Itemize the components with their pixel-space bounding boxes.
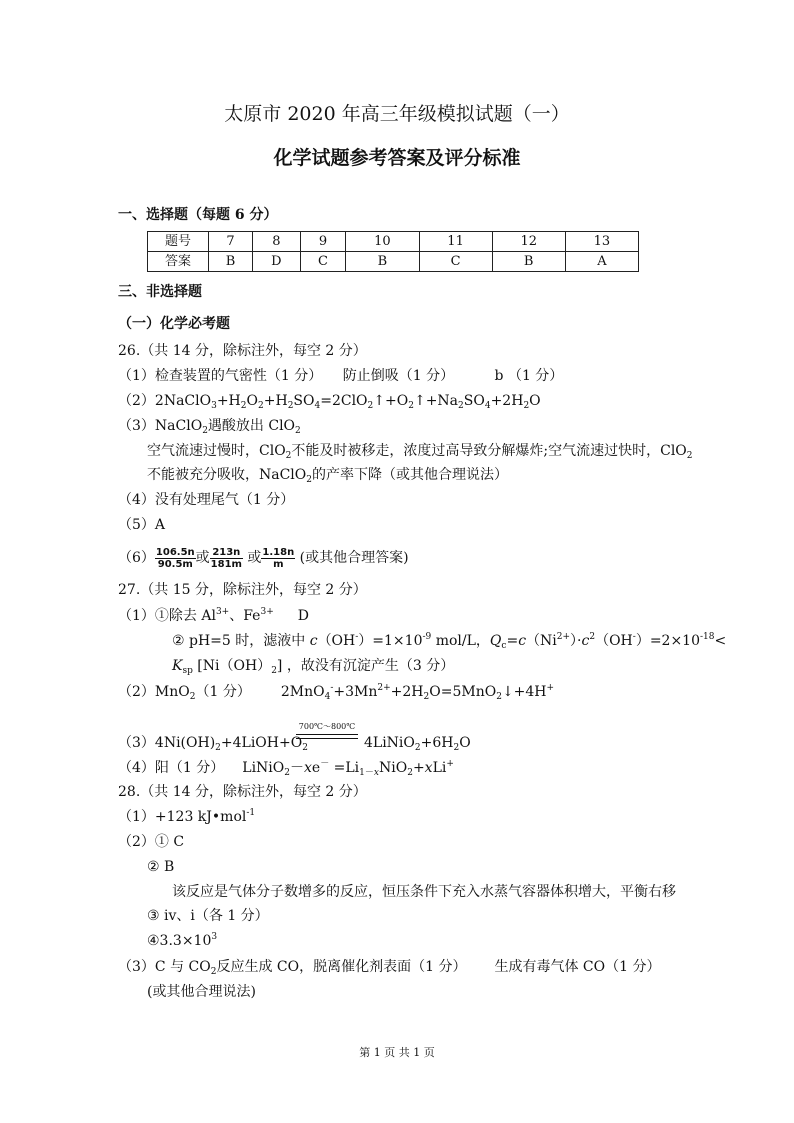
fraction-numerator: 106.5n bbox=[155, 546, 195, 558]
q26-answer-3-explanation-2: 不能被充分吸收，NaClO$_2$的产率下降（或其他合理说法） bbox=[147, 467, 508, 485]
table-row bbox=[148, 252, 639, 272]
fraction-denominator: 181m bbox=[210, 558, 242, 570]
q27-answer-1: （1）①除去 $Al^{3+}$、$Fe^{3+}$ D bbox=[118, 607, 309, 624]
section-nonchoice-heading: 三、非选择题 bbox=[118, 284, 202, 300]
fraction-numerator: 1.18n bbox=[262, 546, 295, 558]
table-cell: 8 bbox=[253, 232, 301, 252]
q26-answer-6-prefix: （6） bbox=[118, 550, 155, 566]
q28-answer-2-2: ② B bbox=[147, 859, 175, 875]
q28-answer-3c: 生成有毒气体 CO（1 分） bbox=[494, 959, 661, 975]
q27-answer-1b: 、Fe bbox=[229, 608, 261, 624]
q26-answer-1c: b （1 分） bbox=[494, 368, 564, 384]
q28-answer-2-4-text: ④3.3×10 bbox=[147, 933, 212, 949]
q28-answer-3: （3）C 与 $CO_2$反应生成 CO，脱离催化剂表面（1 分） 生成有毒气体 CO（1 分） bbox=[118, 959, 661, 977]
q27-answer-4: $(3)4Ni(OH)_2+4LiOH+O_2$ bbox=[118, 735, 308, 753]
q26-answer-5: （5）A bbox=[118, 517, 166, 533]
fraction-3 bbox=[261, 547, 295, 570]
table-cell: 11 bbox=[419, 232, 492, 252]
table-row bbox=[148, 232, 639, 252]
q28-answer-1-sup: -1 bbox=[246, 808, 256, 818]
q28-answer-1 bbox=[118, 807, 255, 827]
q27-answer-3: （2）MnO$_2$（1 分） $2MnO_4^-+3Mn^{2+}+2H_2O=5MnO_2↓+4H^+$ bbox=[118, 683, 555, 702]
table-cell: A bbox=[565, 252, 638, 272]
q28-answer-2-4 bbox=[147, 931, 217, 951]
or-text: 或 bbox=[247, 550, 262, 566]
q26-answer-1b: 防止倒吸（1 分） bbox=[342, 368, 455, 384]
q28-answer-2-4-sup: 3 bbox=[211, 932, 218, 942]
q26-answer-3: （3）NaClO$_2$遇酸放出 ClO$_2$ bbox=[118, 418, 301, 436]
table-cell: D bbox=[253, 252, 301, 272]
q27-answer-2b: =2×10 bbox=[649, 633, 700, 649]
q28-answer-2-1: （2）① C bbox=[118, 834, 185, 850]
table-cell: C bbox=[300, 252, 346, 272]
q28-answer-2-2-explanation: 该反应是气体分子数增多的反应，恒压条件下充入水蒸气容器体积增大，平衡右移 bbox=[172, 884, 676, 900]
table-header-cell: 题号 bbox=[148, 232, 209, 252]
q27-heading: 27.（共 15 分，除标注外，每空 2 分） bbox=[118, 582, 367, 598]
q26-answer-4: （4）没有处理尾气（1 分） bbox=[118, 492, 295, 508]
q26-answer-6-suffix: (或其他合理答案) bbox=[299, 550, 409, 566]
answer-table bbox=[147, 231, 639, 272]
table-cell: 7 bbox=[209, 232, 253, 252]
q27-answer-5: （4）阳（1 分） LiNiO$_2$－xe－ $=Li_{1-x}NiO_2+xLi^+$ bbox=[118, 759, 454, 778]
q28-answer-3a: （3）C 与 CO bbox=[118, 959, 211, 975]
q26-expl-1a: 空气流速过慢时，ClO bbox=[147, 443, 286, 459]
table-cell: B bbox=[209, 252, 253, 272]
table-cell: 9 bbox=[300, 232, 346, 252]
q26-answer-3-explanation-1: 空气流速过慢时，ClO$_2$不能及时被移走，浓度过高导致分解爆炸;空气流速过快时，ClO$_2$ bbox=[147, 443, 693, 461]
q26-expl-2b: 的产率下降（或其他合理说法） bbox=[312, 467, 508, 483]
table-cell: 13 bbox=[565, 232, 638, 252]
q26-answer-3-text-a: NaClO bbox=[154, 418, 203, 434]
table-cell: C bbox=[419, 252, 492, 272]
q26-expl-2a: 不能被充分吸收，NaClO bbox=[147, 467, 307, 483]
q27-answer-2c: < bbox=[714, 633, 727, 649]
q27-answer-2-cont-text: ，故没有沉淀产生（3 分） bbox=[286, 658, 455, 674]
q27-answer-3a: （2）MnO bbox=[118, 684, 190, 700]
fraction-denominator: 90.5m bbox=[157, 558, 193, 570]
q27-answer-3b: （1 分） bbox=[195, 684, 251, 700]
q27-answer-2: ② pH=5 时，滤液中 $c(OH^-)=1\times 10^{-9}$ mol/L，$Q_c=c(Ni^{2+})\cdot c^2(OH^-)=2\times 10^{-18}<$ bbox=[172, 632, 727, 651]
table-cell: 12 bbox=[492, 232, 565, 252]
q28-answer-3b: 反应生成 CO，脱离催化剂表面（1 分） bbox=[216, 959, 467, 975]
q26-expl-1b: 不能及时被移走，浓度过高导致分解爆炸;空气流速过快时，ClO bbox=[291, 443, 687, 459]
q27-answer-2-cont: $K_{sp}$ $[Ni(OH)_2]$ ，故没有沉淀产生（3 分） bbox=[172, 658, 455, 676]
q26-answer-2: $(2)2NaClO_3+H_2O_2+H_2SO_4=2ClO_2↑+O_2↑+Na_2SO_4+2H_2O$ bbox=[118, 393, 541, 411]
q26-answer-2-prefix: （2） bbox=[118, 393, 155, 409]
fraction-numerator: 213n bbox=[210, 547, 243, 559]
q28-answer-2-3: ③ iv、i（各 1 分） bbox=[147, 908, 269, 924]
q26-answer-1 bbox=[118, 366, 563, 386]
table-cell: 10 bbox=[346, 232, 419, 252]
table-cell: B bbox=[492, 252, 565, 272]
page-footer: 第 1 页 共 1 页 bbox=[359, 1046, 435, 1059]
fraction-denominator: m bbox=[273, 558, 284, 570]
q27-answer-1c: D bbox=[297, 608, 309, 624]
table-cell: B bbox=[346, 252, 419, 272]
page-subtitle: 化学试题参考答案及评分标准 bbox=[273, 147, 521, 169]
q26-answer-3-text-b: 遇酸放出 ClO bbox=[207, 418, 296, 434]
q27-answer-5a: （4）阳（1 分） bbox=[118, 760, 225, 776]
section-required-heading: （一）化学必考题 bbox=[118, 316, 230, 332]
fraction-2 bbox=[210, 547, 243, 570]
reaction-condition: 700℃～800℃ bbox=[298, 722, 356, 731]
q28-answer-3-note: (或其他合理说法) bbox=[147, 984, 256, 1000]
page-title: 太原市 2020 年高三年级模拟试题（一） bbox=[224, 103, 570, 125]
section-choice-heading: 一、选择题（每题 6 分） bbox=[118, 207, 278, 223]
q26-heading: 26.（共 14 分，除标注外，每空 2 分） bbox=[118, 343, 367, 359]
q27-answer-4-product: $4LiNiO_2+6H_2O$ bbox=[364, 735, 471, 753]
table-header-cell: 答案 bbox=[148, 252, 209, 272]
q26-answer-6 bbox=[118, 546, 409, 570]
q28-heading: 28.（共 14 分，除标注外，每空 2 分） bbox=[118, 784, 367, 800]
fraction-1 bbox=[155, 547, 196, 570]
q28-answer-1-text: （1）+123 kJ•mol bbox=[118, 809, 247, 825]
q27-answer-1a: （1）①除去 Al bbox=[118, 608, 216, 624]
or-text: 或 bbox=[195, 550, 210, 566]
q27-answer-2a: ② pH=5 时，滤液中 bbox=[172, 633, 306, 649]
q26-answer-3-prefix: （3） bbox=[118, 418, 155, 434]
q26-answer-1a: （1）检查装置的气密性（1 分） bbox=[118, 368, 323, 384]
